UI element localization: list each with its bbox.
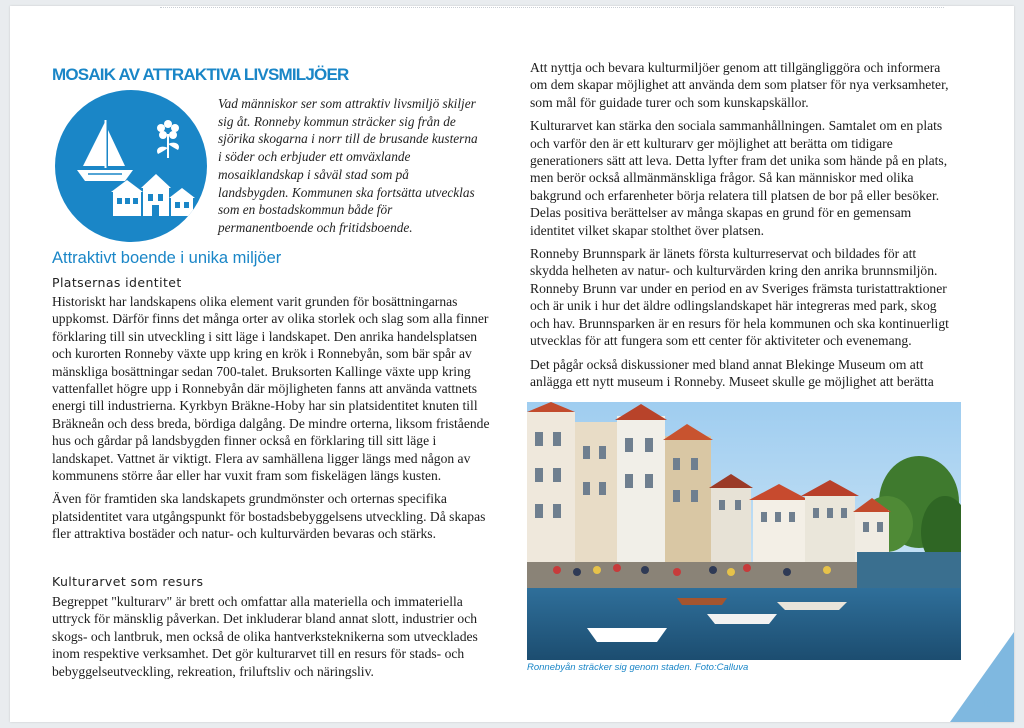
sailboat-icon [77,120,133,181]
body-paragraph: Historiskt har landskapens olika element varit grunden för bosättningarnas uppkomst. Därför finns det många orter av olika storlek och slag som alla finner förklaring till sin utveckling i sitt läge i landskapet. Den anrika handelsplatsen och kurorten Ronneby växte upp kring en krök i Ronnebyån, som bär spår av mänskliga bosättningar sedan 700-talet. Bruksorten Kallinge växte upp kring vattenfallet högre upp i Ronnebyån där möjligheten fanns att använda vattnets energi till industrierna. Kyrkbyn Bräkne-Hoby har sin platsidentitet knuten till Bräkneån och dess breda, bördiga dalgång. De mindre orterna, liksom fristående hus och gårdar på landsbygden finner också en förklaring till sitt läge i landskapet. Vattnet är viktigt. Flera av samhällena ligger längs med någon av kommunens större åar eller har vuxit fram som fiskelägen längs kusten. [52,294,490,484]
body-paragraph: Begreppet "kulturarv" är brett och omfattar alla materiella och immateriella uttryck för mänsklig påverkan. Det inkluderar bland annat slott, industrier och skogs- och lantbruk, men också de olika hantverksteknikerna som utvecklades inom respektive verksamhet. Det gör kulturarvet till en resurs för stads- och bebyggelseutveckling, rekreation, friluftsliv och näringsliv. [52,594,478,679]
river-town-photo [527,402,961,660]
page-title: MOSAIK AV ATTRAKTIVA LIVSMILJÖER [52,65,349,84]
subheading-platsernas-identitet: Platsernas identitet [52,275,182,290]
document-page [10,6,1014,722]
flower-icon [157,120,179,158]
body-paragraph: Även för framtiden ska landskapets grundmönster och orternas specifika platsidentitet vara utgångspunkt för bostadsbebyggelsens utveckling. Då skapas fler attraktiva bostäder och natur- och kulturvärden bevaras och stärks. [52,491,486,542]
body-paragraph: Att nyttja och bevara kulturmiljöer genom att tillgängliggöra och informera om dem skapar möjlighet att använda dem som platser för nya verksamheter, som mål för guidade turer och som kunskapskällor. [530,60,949,110]
body-paragraph: Kulturarvet kan stärka den sociala sammanhållningen. Samtalet om en plats och varför den är ett kulturarv ger möjlighet att berätta om tidigare generationers sätt att leva. Detta lyfter fram det unika som hände på en plats, men berör också allmänmänskliga frågor. Så kan människor med olika bakgrund och erfarenheter börja relatera till platsen de bor på eller besöker. Delas positiva berättelser av många skapas en grund för en gemensam identitet vilket skapar stolthet över platsen. [530,118,948,238]
theme-emblem [55,90,207,242]
body-paragraph: Det pågår också diskussioner med bland annat Blekinge Museum om att anlägga ett nytt museum i Ronneby. Museet skulle ge möjlighet att berätta [530,356,934,389]
photo-caption: Ronnebyån sträcker sig genom staden. Foto:Calluva [527,662,749,673]
subheading-kulturarvet: Kulturarvet som resurs [52,574,204,589]
left-column-body-2 [52,593,497,686]
intro-text: Vad människor ser som attraktiv livsmiljö skiljer sig åt. Ronneby kommun sträcker sig från de sjörika skogarna i norr till de brusande kusterna i söder och erbjuder ett omväxlande mosaiklandskap i såväl stad som på landsbygden. Kommunen ska fortsätta utvecklas som en bostadskommun både för permanentboende och fritidsboende. [218,96,478,235]
top-rule [160,7,944,8]
body-paragraph: Ronneby Brunnspark är länets första kulturreservat och bildades för att skydda helheten av natur- och kulturvärden kring den anrika brunnsmiljön. Ronneby Brunn var under en period en av Sveriges främsta turistattraktioner och är unik i hur det äldre odlingslandskapet här integreras med park, skog och hav. Brunnsparken är en resurs för hela kommunen och ska kontinuerligt utvecklas för att fungera som ett center för aktiviteter och evenemang. [530,246,949,349]
left-column-body [52,293,497,549]
page-number: 15 [980,699,992,710]
right-column-body [530,59,958,396]
section-heading: Attraktivt boende i unika miljöer [52,249,282,267]
